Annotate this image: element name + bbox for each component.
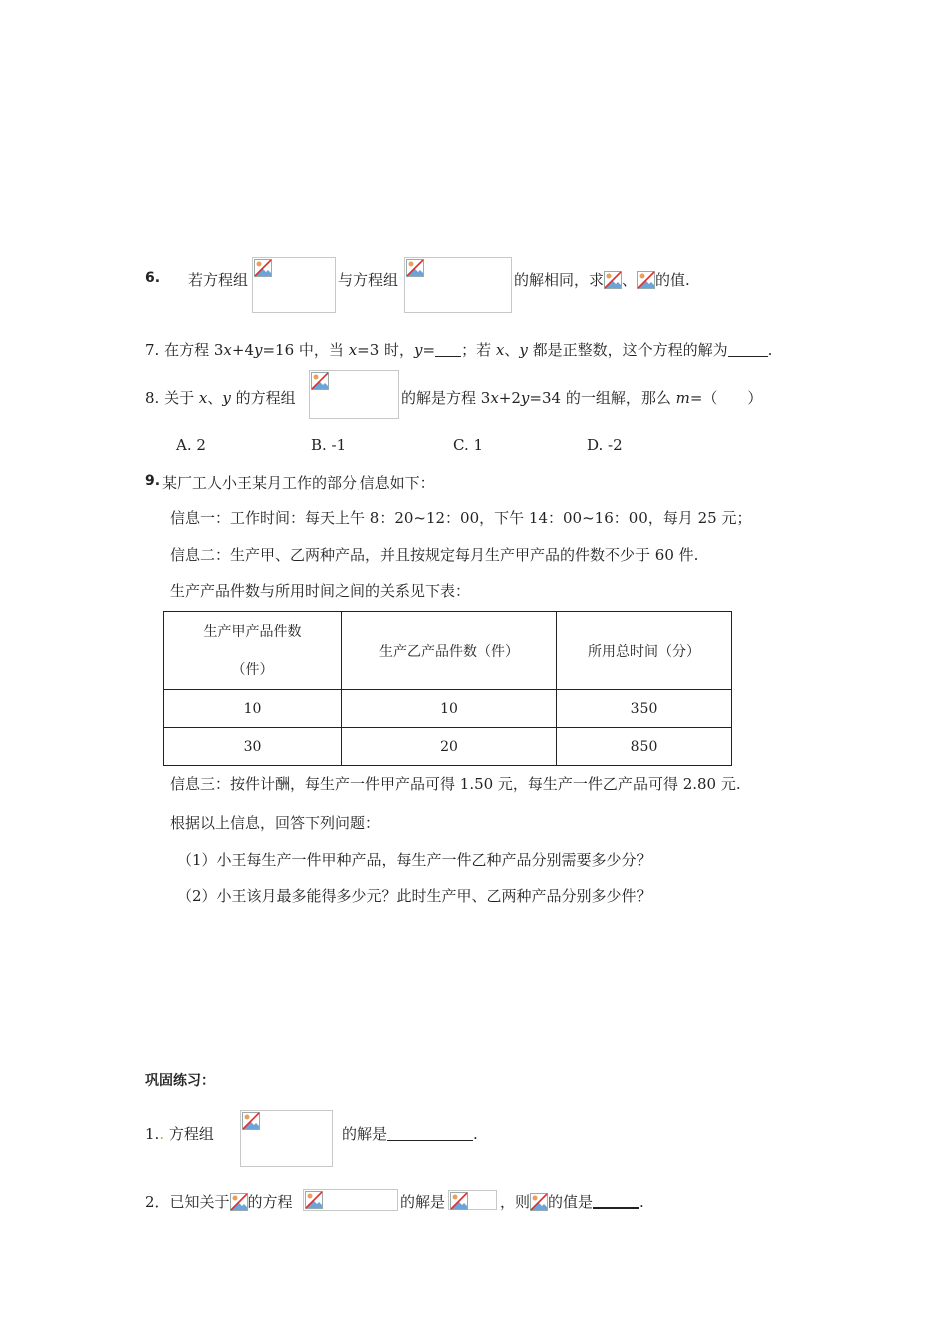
practice-1-text: 的解是 . [342, 1125, 478, 1143]
q9-info1: 信息一：工作时间：每天上午 8：20~12：00，下午 14：00~16：00，每月 25 元； [170, 509, 752, 527]
broken-image-icon [311, 372, 329, 390]
practice-2-line: 2．已知关于 的方程 [145, 1193, 293, 1211]
q8-option-c[interactable]: C. 1 [453, 436, 484, 454]
equation-image-3 [309, 370, 399, 419]
q8-option-b[interactable]: B. -1 [311, 436, 347, 454]
broken-image-icon [530, 1193, 548, 1211]
q7-line: 7. 在方程 3x+4y=16 中，当 x=3 时，y= ；若 x、y 都是正整数，这个方程的解为 . [145, 341, 773, 359]
broken-image-icon [637, 271, 655, 289]
q9-sub2: （2）小王该月最多能得多少元？此时生产甲、乙两种产品分别多少件？ [177, 887, 652, 905]
practice-1-label: 1.. 方程组 [145, 1125, 214, 1143]
broken-image-icon [450, 1192, 468, 1210]
table-header-c: 所用总时间（分） [557, 612, 732, 690]
equation-image-2 [404, 257, 512, 313]
practice-2-text-b: ，则 的值是 . [500, 1193, 644, 1211]
table-header-b: 生产乙产品件数（件） [342, 612, 557, 690]
table-cell: 20 [342, 728, 557, 766]
q8-line-a: 8. 关于 x、y 的方程组 [145, 389, 296, 407]
q8-option-a[interactable]: A. 2 [176, 436, 206, 454]
table-header-a: 生产甲产品件数 （件） [164, 612, 342, 690]
q6-text-2: 与方程组 [338, 271, 399, 289]
q9-info3: 信息三：按件计酬，每生产一件甲产品可得 1.50 元，每生产一件乙产品可得 2.80 元. [170, 775, 741, 793]
q7-blank-y[interactable] [435, 342, 461, 357]
practice-2-text: 的解是 [400, 1193, 446, 1211]
q7-blank-solution[interactable] [728, 342, 768, 357]
q8-line-b: 的解是方程 3x+2y=34 的一组解，那么 m=（ ） [401, 389, 763, 407]
equation-image-1 [252, 257, 336, 313]
broken-image-icon [230, 1193, 248, 1211]
q6-text-1: 若方程组 [188, 271, 249, 289]
equation-image-4 [240, 1110, 333, 1167]
table-cell: 10 [164, 690, 342, 728]
equation-image-5 [303, 1189, 398, 1211]
q9-number: 9. [145, 473, 161, 489]
practice-title: 巩固练习： [145, 1073, 215, 1089]
q9-info2: 信息二：生产甲、乙两种产品，并且按规定每月生产甲产品的件数不少于 60 件. [170, 546, 699, 564]
broken-image-icon [254, 259, 272, 277]
broken-image-icon [604, 271, 622, 289]
broken-image-icon [242, 1112, 260, 1130]
q6-number: 6. [145, 270, 161, 286]
table-cell: 850 [557, 728, 732, 766]
equation-image-6 [448, 1190, 497, 1210]
q6-text-3: 的解相同，求 、 的值. [514, 271, 690, 289]
practice-1-blank[interactable] [387, 1126, 473, 1141]
table-cell: 350 [557, 690, 732, 728]
q9-intro: 某厂工人小王某月工作的部分.信息如下： [162, 474, 435, 492]
table-cell: 10 [342, 690, 557, 728]
broken-image-icon [406, 259, 424, 277]
broken-image-icon [305, 1191, 323, 1209]
practice-2-blank[interactable] [593, 1193, 639, 1209]
q8-option-d[interactable]: D. -2 [587, 436, 623, 454]
production-table [163, 611, 732, 766]
table-cell: 30 [164, 728, 342, 766]
q9-sub1: （1）小王每生产一件甲种产品，每生产一件乙种产品分别需要多少分？ [177, 851, 652, 869]
q9-table-intro: 生产产品件数与所用时间之间的关系见下表： [170, 582, 471, 600]
q9-ask: 根据以上信息，回答下列问题： [170, 814, 381, 832]
